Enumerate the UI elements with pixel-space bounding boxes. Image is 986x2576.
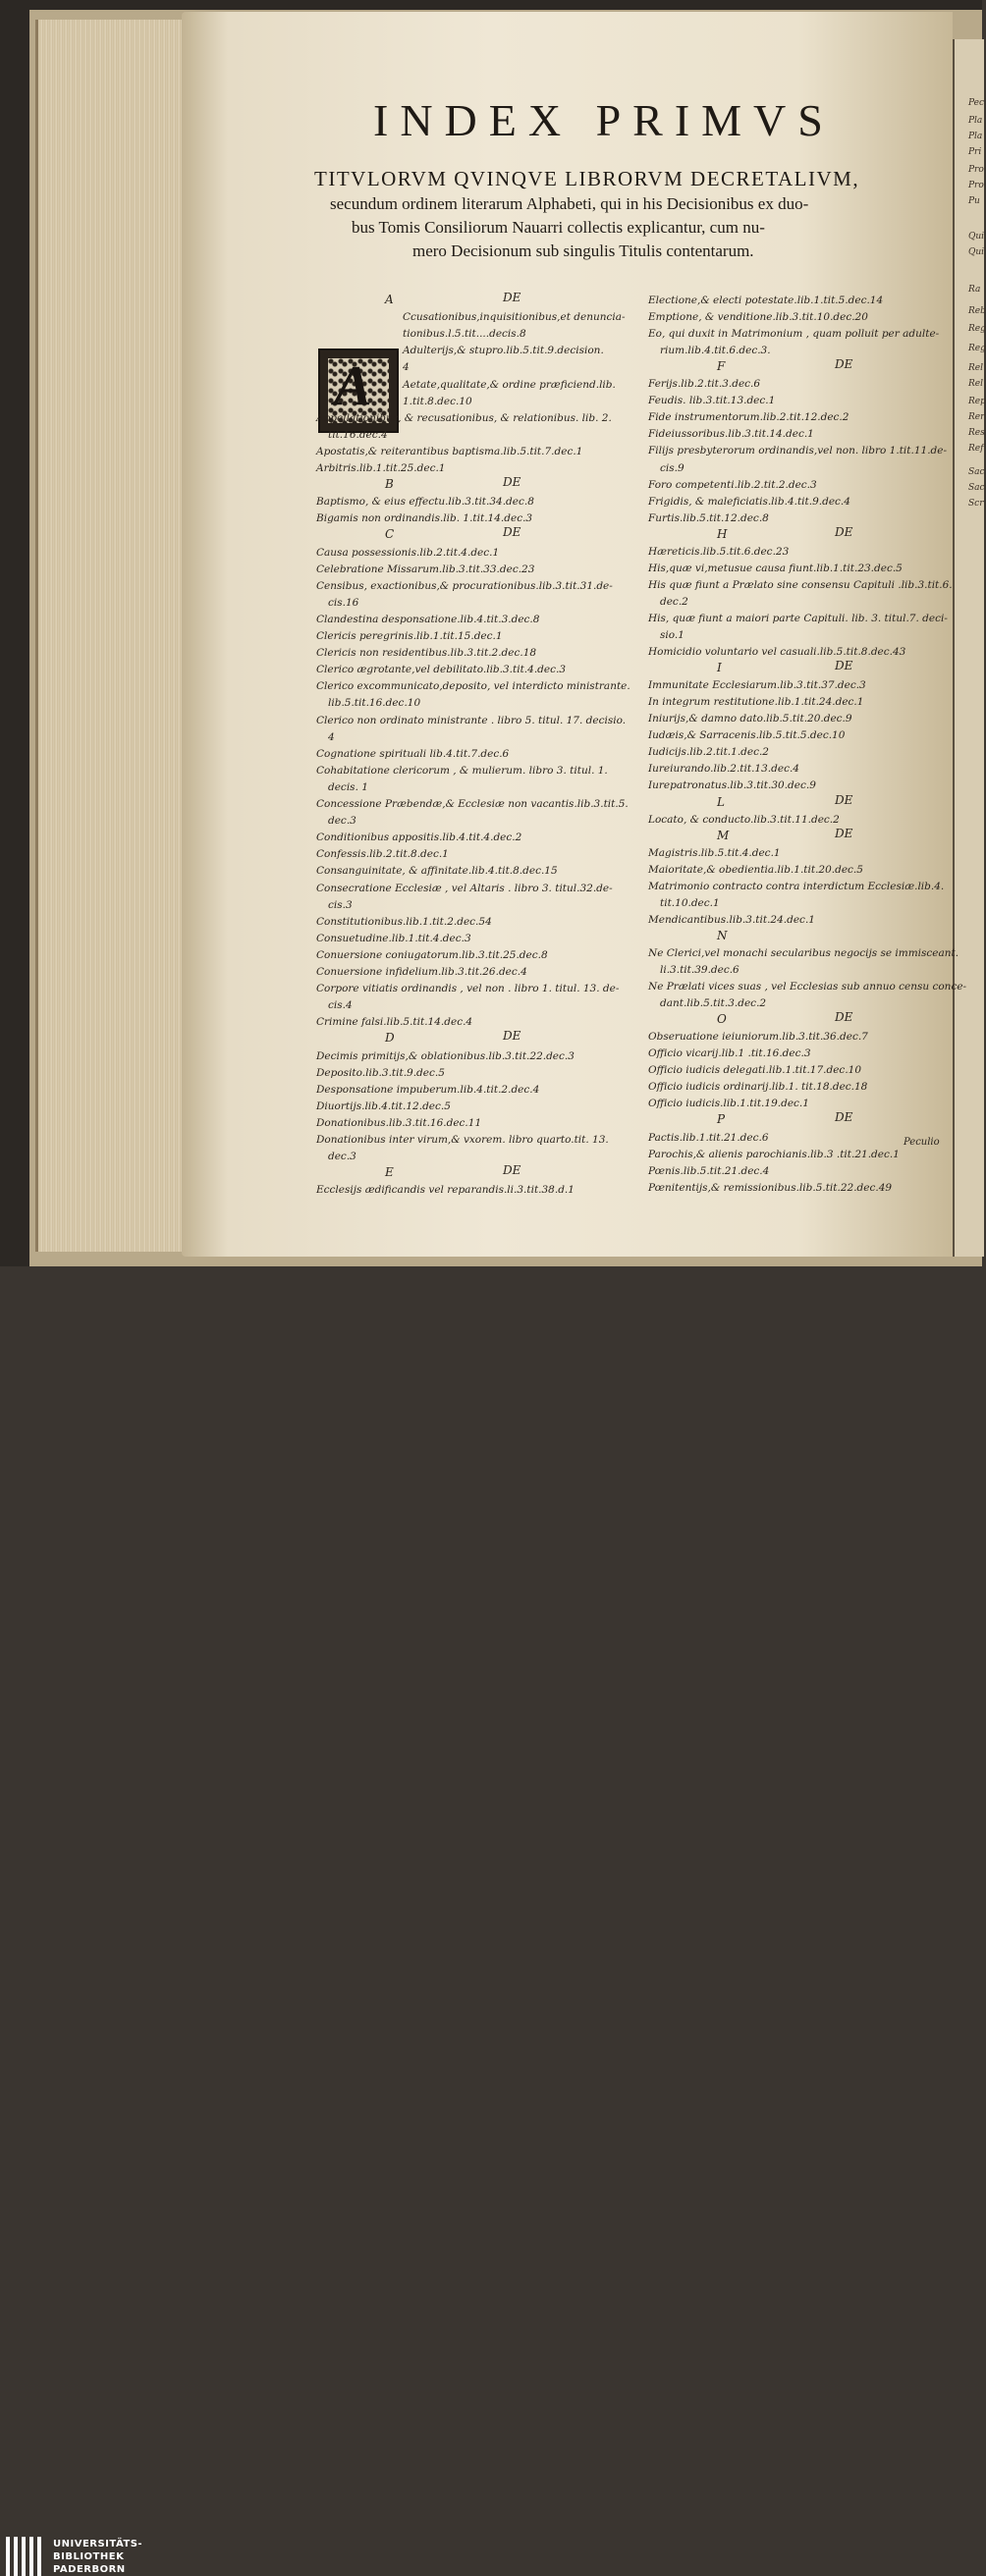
- index-entry: 1.tit.8.dec.10: [403, 395, 472, 407]
- index-entry: Fide instrumentorum.lib.2.tit.12.dec.2: [648, 411, 849, 424]
- margin-word: Rel: [968, 363, 983, 373]
- margin-word: Pri: [968, 147, 982, 157]
- index-entry: Filijs presbyterorum ordinandis,vel non. libro 1.tit.11.de-: [648, 445, 948, 457]
- margin-word: Qui: [968, 232, 985, 242]
- section-letter: M: [717, 828, 730, 842]
- index-entry: Iniurijs,& damno dato.lib.5.tit.20.dec.9: [648, 713, 852, 725]
- index-entry: 4: [328, 730, 335, 743]
- index-entry: Decimis primitijs,& oblationibus.lib.3.tit.22.dec.3: [316, 1049, 575, 1062]
- section-letter: P: [717, 1112, 726, 1127]
- margin-word: Rel: [968, 379, 983, 389]
- index-entry: cis.16: [328, 596, 359, 609]
- index-entry: dec.3: [328, 815, 356, 828]
- section-de-label: DE: [835, 1110, 853, 1125]
- index-entry: Maioritate,& obedientia.lib.1.tit.20.dec.5: [648, 863, 863, 876]
- section-de-label: DE: [503, 1163, 521, 1178]
- index-entry: dant.lib.5.tit.3.dec.2: [660, 997, 767, 1010]
- subtitle-line-3: bus Tomis Consiliorum Nauarri collectis explicantur, cum nu-: [352, 218, 765, 237]
- index-entry: Foro competenti.lib.2.tit.2.dec.3: [648, 478, 817, 491]
- section-de-label: DE: [835, 357, 853, 372]
- index-entry: Aetate,qualitate,& ordine præficiend.lib.: [403, 378, 616, 391]
- margin-word: Res: [968, 428, 985, 438]
- index-entry: Emptione, & venditione.lib.3.tit.10.dec.20: [648, 311, 868, 324]
- index-entry: cis.9: [660, 461, 685, 474]
- index-entry: Corpore vitiatis ordinandis , vel non . libro 1. titul. 13. de-: [316, 983, 620, 995]
- section-letter: F: [717, 359, 726, 374]
- section-letter: E: [385, 1165, 394, 1180]
- section-de-label: DE: [835, 659, 853, 673]
- section-de-label: DE: [503, 291, 521, 304]
- library-name-line-3: PADERBORN: [53, 2564, 126, 2575]
- index-entry: His quæ fiunt a Prælato sine consensu Capituli .lib.3.tit.6.: [648, 578, 953, 591]
- margin-word: Sac: [968, 483, 985, 493]
- library-name-line-2: BIBLIOTHEK: [53, 2551, 125, 2562]
- initial-letter: A: [334, 353, 372, 417]
- page-edges: [35, 20, 205, 1252]
- index-entry: Clandestina desponsatione.lib.4.tit.3.dec.8: [316, 613, 540, 625]
- library-name-line-1: UNIVERSITÄTS-: [53, 2539, 143, 2549]
- index-entry: Appellationibus, & recusationibus, & relationibus. lib. 2.: [316, 411, 612, 424]
- right-page-edge: [953, 39, 984, 1257]
- index-entry: Officio iudicis.lib.1.tit.19.dec.1: [648, 1098, 809, 1110]
- section-de-label: DE: [503, 525, 521, 540]
- section-letter: O: [717, 1012, 727, 1027]
- index-entry: Mendicantibus.lib.3.tit.24.dec.1: [648, 913, 815, 926]
- section-letter: L: [717, 794, 725, 809]
- index-entry: Ne Prælati vices suas , vel Ecclesias sub annuo censu conce-: [648, 981, 967, 993]
- index-entry: rium.lib.4.tit.6.dec.3.: [660, 345, 771, 357]
- index-entry: Deposito.lib.3.tit.9.dec.5: [316, 1066, 445, 1079]
- subtitle-line-1: TITVLORVM QVINQVE LIBRORVM DECRETALIVM,: [314, 167, 860, 190]
- index-entry: Officio vicarij.lib.1 .tit.16.dec.3: [648, 1047, 811, 1060]
- index-entry: Confessis.lib.2.tit.8.dec.1: [316, 848, 449, 861]
- index-entry: Clerico ægrotante,vel debilitato.lib.3.tit.4.dec.3: [316, 664, 566, 676]
- margin-word: Qui: [968, 247, 985, 257]
- index-entry: lib.5.tit.16.dec.10: [328, 697, 421, 710]
- index-entry: Pœnis.lib.5.tit.21.dec.4: [648, 1164, 770, 1177]
- index-entry: Clericis peregrinis.lib.1.tit.15.dec.1: [316, 630, 503, 642]
- index-entry: Homicidio voluntario vel casuali.lib.5.tit.8.dec.43: [648, 646, 906, 659]
- library-footer: [0, 1266, 982, 2575]
- margin-word: Sac: [968, 467, 985, 477]
- section-letter: C: [385, 527, 395, 542]
- margin-word: Pro: [968, 181, 984, 190]
- index-entry: Clericis non residentibus.lib.3.tit.2.dec.18: [316, 647, 537, 660]
- page-title: INDEX PRIMVS: [373, 95, 835, 145]
- subtitle-line-2: secundum ordinem literarum Alphabeti, qui in his Decisionibus ex duo-: [330, 194, 809, 213]
- section-de-label: DE: [835, 826, 853, 840]
- index-entry: Officio iudicis delegati.lib.1.tit.17.dec.10: [648, 1064, 862, 1077]
- index-entry: His, quæ fiunt a maiori parte Capituli. lib. 3. titul.7. deci-: [648, 612, 948, 624]
- margin-word: Rer: [968, 412, 985, 422]
- index-entry: Iudicijs.lib.2.tit.1.dec.2: [648, 746, 769, 759]
- index-entry: Bigamis non ordinandis.lib. 1.tit.14.dec.3: [316, 512, 533, 525]
- index-entry: Diuortijs.lib.4.tit.12.dec.5: [316, 1100, 451, 1112]
- index-entry: Baptismo, & eius effectu.lib.3.tit.34.dec.8: [316, 496, 534, 509]
- index-entry: Furtis.lib.5.tit.12.dec.8: [648, 511, 769, 524]
- index-entry: 4: [403, 361, 410, 374]
- section-de-label: DE: [835, 792, 853, 807]
- index-entry: Conditionibus appositis.lib.4.tit.4.dec.2: [316, 832, 522, 844]
- index-entry: Cohabitatione clericorum , & mulierum. libro 3. titul. 1.: [316, 764, 608, 777]
- index-entry: tit.10.dec.1: [660, 896, 720, 909]
- margin-word: Pu: [968, 196, 980, 206]
- index-entry: Arbitris.lib.1.tit.25.dec.1: [316, 462, 446, 474]
- margin-word: Pla: [968, 116, 983, 126]
- index-entry: Censibus, exactionibus,& procurationibus.lib.3.tit.31.de-: [316, 579, 613, 592]
- margin-word: Rep: [968, 397, 986, 406]
- index-entry: Immunitate Ecclesiarum.lib.3.tit.37.dec.3: [648, 679, 866, 692]
- margin-word: Reg: [968, 344, 986, 353]
- index-entry: Pœnitentijs,& remissionibus.lib.5.tit.22.dec.49: [648, 1181, 893, 1194]
- index-entry: Consuetudine.lib.1.tit.4.dec.3: [316, 932, 471, 944]
- index-entry: tionibus.l.5.tit....decis.8: [403, 328, 526, 341]
- index-entry: cis.3: [328, 898, 353, 911]
- index-entry: Officio iudicis ordinarij.lib.1. tit.18.dec.18: [648, 1081, 868, 1094]
- index-entry: Feudis. lib.3.tit.13.dec.1: [648, 395, 776, 407]
- index-entry: Locato, & conducto.lib.3.tit.11.dec.2: [648, 813, 840, 826]
- index-entry: Eo, qui duxit in Matrimonium , quam polluit per adulte-: [648, 328, 940, 341]
- index-entry: dec.2: [660, 595, 688, 608]
- section-de-label: DE: [503, 475, 521, 490]
- index-entry: Ne Clerici,vel monachi secularibus negocijs se immisceant.: [648, 946, 959, 959]
- index-entry: Iudæis,& Sarracenis.lib.5.tit.5.dec.10: [648, 729, 846, 742]
- index-entry: Cognatione spirituali lib.4.tit.7.dec.6: [316, 747, 510, 760]
- margin-word: Reb: [968, 306, 986, 316]
- section-de-label: DE: [835, 524, 853, 539]
- margin-word: Pro: [968, 165, 984, 175]
- index-entry: Iureiurando.lib.2.tit.13.dec.4: [648, 763, 799, 776]
- index-entry: Donationibus inter virum,& vxorem. libro quarto.tit. 13.: [316, 1134, 609, 1146]
- index-entry: His,quæ vi,metusue causa fiunt.lib.1.tit.23.dec.5: [648, 562, 903, 574]
- catchword: Peculio: [904, 1137, 940, 1148]
- index-entry: Clerico excommunicato,deposito, vel interdicto ministrante.: [316, 680, 630, 693]
- margin-word: Scr: [968, 499, 984, 509]
- section-letter: A: [385, 293, 394, 306]
- index-entry: Celebratione Missarum.lib.3.tit.33.dec.23: [316, 563, 535, 575]
- index-entry: Adulterijs,& stupro.lib.5.tit.9.decision.: [403, 345, 604, 357]
- margin-word: Ref: [968, 444, 984, 454]
- index-entry: Consecratione Ecclesiæ , vel Altaris . libro 3. titul.32.de-: [316, 882, 613, 894]
- index-entry: Concessione Præbendæ,& Ecclesiæ non vacantis.lib.3.tit.5.: [316, 798, 629, 810]
- section-letter: B: [385, 477, 394, 492]
- section-letter: D: [385, 1031, 395, 1046]
- index-entry: Ccusationibus,inquisitionibus,et denuncia-: [403, 311, 626, 324]
- index-entry: Conuersione coniugatorum.lib.3.tit.25.dec.8: [316, 948, 548, 961]
- index-entry: Desponsatione impuberum.lib.4.tit.2.dec.4: [316, 1083, 540, 1096]
- index-entry: cis.4: [328, 999, 353, 1012]
- index-entry: Constitutionibus.lib.1.tit.2.dec.54: [316, 915, 492, 928]
- index-entry: Electione,& electi potestate.lib.1.tit.5.dec.14: [648, 295, 884, 306]
- section-de-label: DE: [503, 1029, 521, 1044]
- margin-word: Reg: [968, 324, 986, 334]
- index-entry: Hæreticis.lib.5.tit.6.dec.23: [648, 545, 790, 558]
- index-entry: Ecclesijs ædificandis vel reparandis.li.3.tit.38.d.1: [316, 1184, 575, 1197]
- index-entry: Frigidis, & maleficiatis.lib.4.tit.9.dec.4: [648, 495, 850, 508]
- index-entry: tit.16.dec.4: [328, 428, 388, 441]
- index-entry: In integrum restitutione.lib.1.tit.24.dec.1: [648, 696, 864, 709]
- margin-word: Pec: [968, 98, 985, 108]
- subtitle-line-4: mero Decisionum sub singulis Titulis contentarum.: [412, 242, 754, 260]
- scanned-book-image: [0, 0, 986, 1266]
- index-entry: Parochis,& alienis parochianis.lib.3 .tit.21.dec.1: [648, 1148, 900, 1160]
- section-letter: N: [717, 928, 728, 942]
- index-entry: Crimine falsi.lib.5.tit.14.dec.4: [316, 1016, 473, 1029]
- index-entry: Consanguinitate, & affinitate.lib.4.tit.8.dec.15: [316, 865, 558, 878]
- section-letter: H: [717, 526, 728, 541]
- index-entry: Magistris.lib.5.tit.4.dec.1: [648, 846, 781, 859]
- index-entry: dec.3: [328, 1151, 356, 1163]
- index-entry: Causa possessionis.lib.2.tit.4.dec.1: [316, 546, 500, 559]
- index-entry: Pactis.lib.1.tit.21.dec.6: [648, 1131, 769, 1144]
- index-entry: Ferijs.lib.2.tit.3.dec.6: [648, 378, 761, 391]
- index-entry: Clerico non ordinato ministrante . libro 5. titul. 17. decisio.: [316, 714, 627, 726]
- index-entry: li.3.tit.39.dec.6: [660, 964, 740, 976]
- index-entry: Obseruatione ieiuniorum.lib.3.tit.36.dec.7: [648, 1031, 868, 1044]
- index-entry: Donationibus.lib.3.tit.16.dec.11: [316, 1116, 482, 1129]
- index-entry: Iurepatronatus.lib.3.tit.30.dec.9: [648, 779, 816, 792]
- section-letter: I: [717, 661, 722, 675]
- margin-word: Pla: [968, 132, 983, 141]
- index-entry: Fideiussoribus.lib.3.tit.14.dec.1: [648, 428, 814, 441]
- index-entry: Apostatis,& reiterantibus baptisma.lib.5.tit.7.dec.1: [316, 445, 583, 457]
- index-entry: Conuersione infidelium.lib.3.tit.26.dec.4: [316, 966, 527, 978]
- library-logo-icon: [6, 2537, 45, 2576]
- index-entry: decis. 1: [328, 780, 368, 793]
- margin-word: Ra: [968, 285, 981, 295]
- index-entry: sio.1: [660, 629, 685, 641]
- section-de-label: DE: [835, 1010, 853, 1025]
- index-entry: Matrimonio contracto contra interdictum Ecclesiæ.lib.4.: [648, 880, 945, 892]
